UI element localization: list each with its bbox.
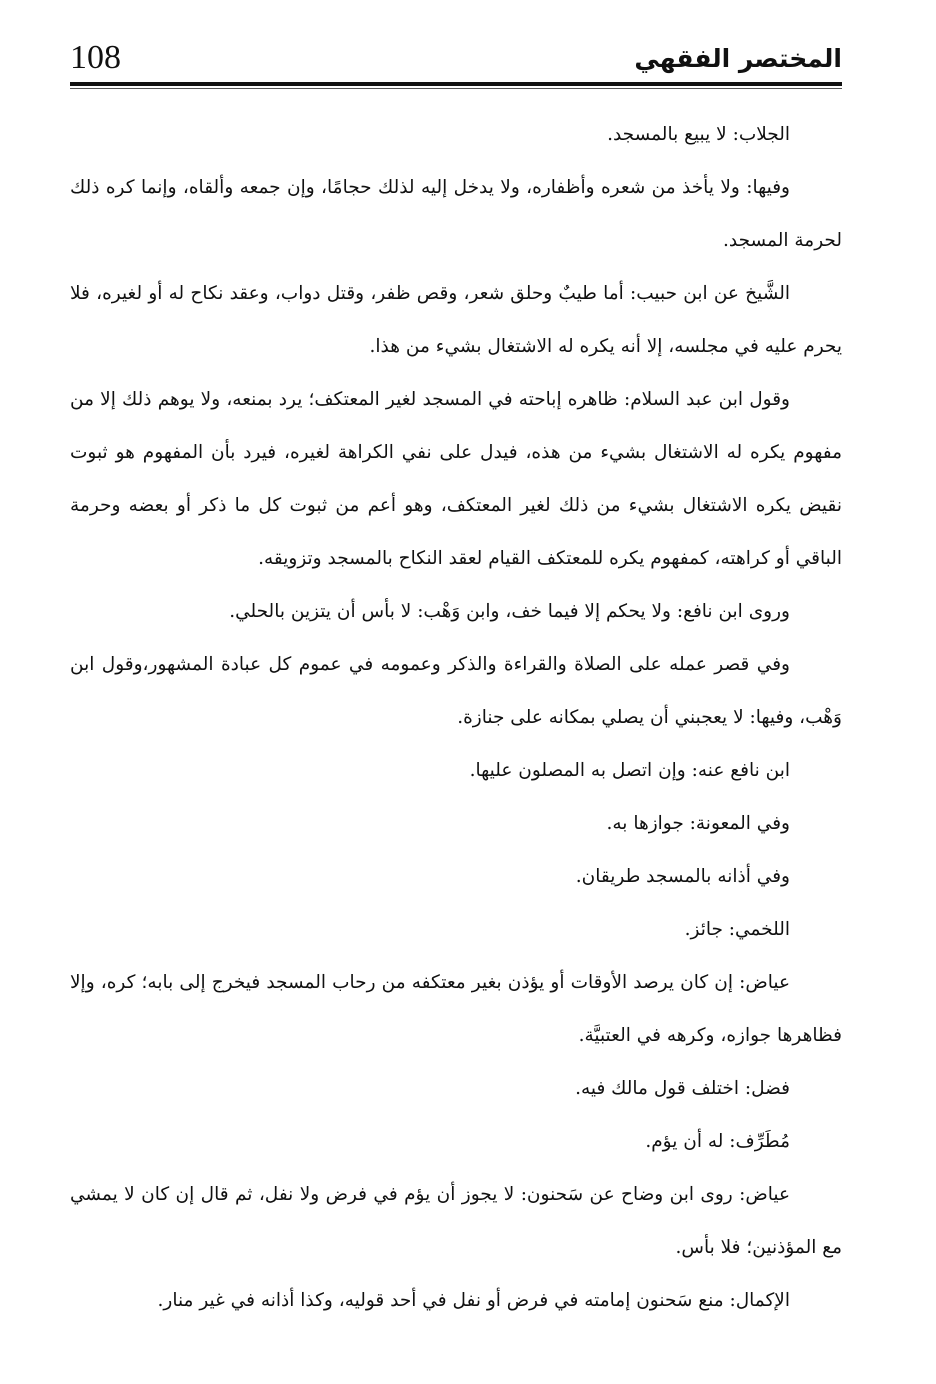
paragraph: مُطَرِّف: له أن يؤم. xyxy=(645,1131,790,1152)
paragraph: الجلاب: لا يبيع بالمسجد. xyxy=(607,124,790,145)
paragraph: عياض: إن كان يرصد الأوقات أو يؤذن بغير معتكفه من رحاب المسجد فيخرج إلى بابه؛ كره، وإلا فظاهرها جوازه، وكرهه في العتبيَّة. xyxy=(70,972,842,1046)
paragraph: عياض: روى ابن وضاح عن سَحنون: لا يجوز أن يؤم في فرض ولا نفل، ثم قال إن كان لا يمشي مع المؤذنين؛ فلا بأس. xyxy=(70,1184,842,1258)
page-body xyxy=(70,108,842,1327)
header-rule-thin xyxy=(70,88,842,89)
paragraph: فضل: اختلف قول مالك فيه. xyxy=(575,1078,790,1099)
paragraph: وقول ابن عبد السلام: ظاهره إباحته في المسجد لغير المعتكف؛ يرد بمنعه، ولا يوهم ذلك إلا من مفهوم يكره له الاشتغال بشيء من هذه، فيدل على نفي الكراهة لغيره، فيرد بأن المفهوم هو ثبوت نقيض يكره الاشتغال بشيء من ذلك لغير المعتكف، وهو أعم من ثبوت كل ما ذكر أو بعضه وحرمة الباقي أو كراهته، كمفهوم يكره للمعتكف القيام لعقد النكاح بالمسجد وتزويقه. xyxy=(70,389,842,569)
header-rule xyxy=(70,82,842,86)
paragraph: الشَّيخ عن ابن حبيب: أما طيبٌ وحلق شعر، وقص ظفر، وقتل دواب، وعقد نكاح له أو لغيره، فلا يحرم عليه في مجلسه، إلا أنه يكره له الاشتغال بشيء من هذا. xyxy=(70,283,842,357)
paragraph: وفيها: ولا يأخذ من شعره وأظفاره، ولا يدخل إليه لذلك حجامًا، وإن جمعه وألقاه، وإنما كره ذلك لحرمة المسجد. xyxy=(70,177,842,251)
book-title: المختصر الفقهي xyxy=(634,44,842,73)
paragraph: وروى ابن نافع: ولا يحكم إلا فيما خف، وابن وَهْب: لا بأس أن يتزين بالحلي. xyxy=(229,601,790,622)
paragraph: وفي أذانه بالمسجد طريقان. xyxy=(575,866,790,887)
paragraph: ابن نافع عنه: وإن اتصل به المصلون عليها. xyxy=(469,760,790,781)
paragraph: اللخمي: جائز. xyxy=(684,919,790,940)
paragraph: الإكمال: منع سَحنون إمامته في فرض أو نفل في أحد قوليه، وكذا أذانه في غير منار. xyxy=(157,1290,790,1311)
page-header xyxy=(70,30,842,82)
paragraph: وفي المعونة: جوازها به. xyxy=(606,813,790,834)
paragraph: وفي قصر عمله على الصلاة والقراءة والذكر وعمومه في عموم كل عبادة المشهور،وقول ابن وَهْب، وفيها: لا يعجبني أن يصلي بمكانه على جنازة. xyxy=(70,654,842,728)
page-number: 108 xyxy=(70,39,121,76)
